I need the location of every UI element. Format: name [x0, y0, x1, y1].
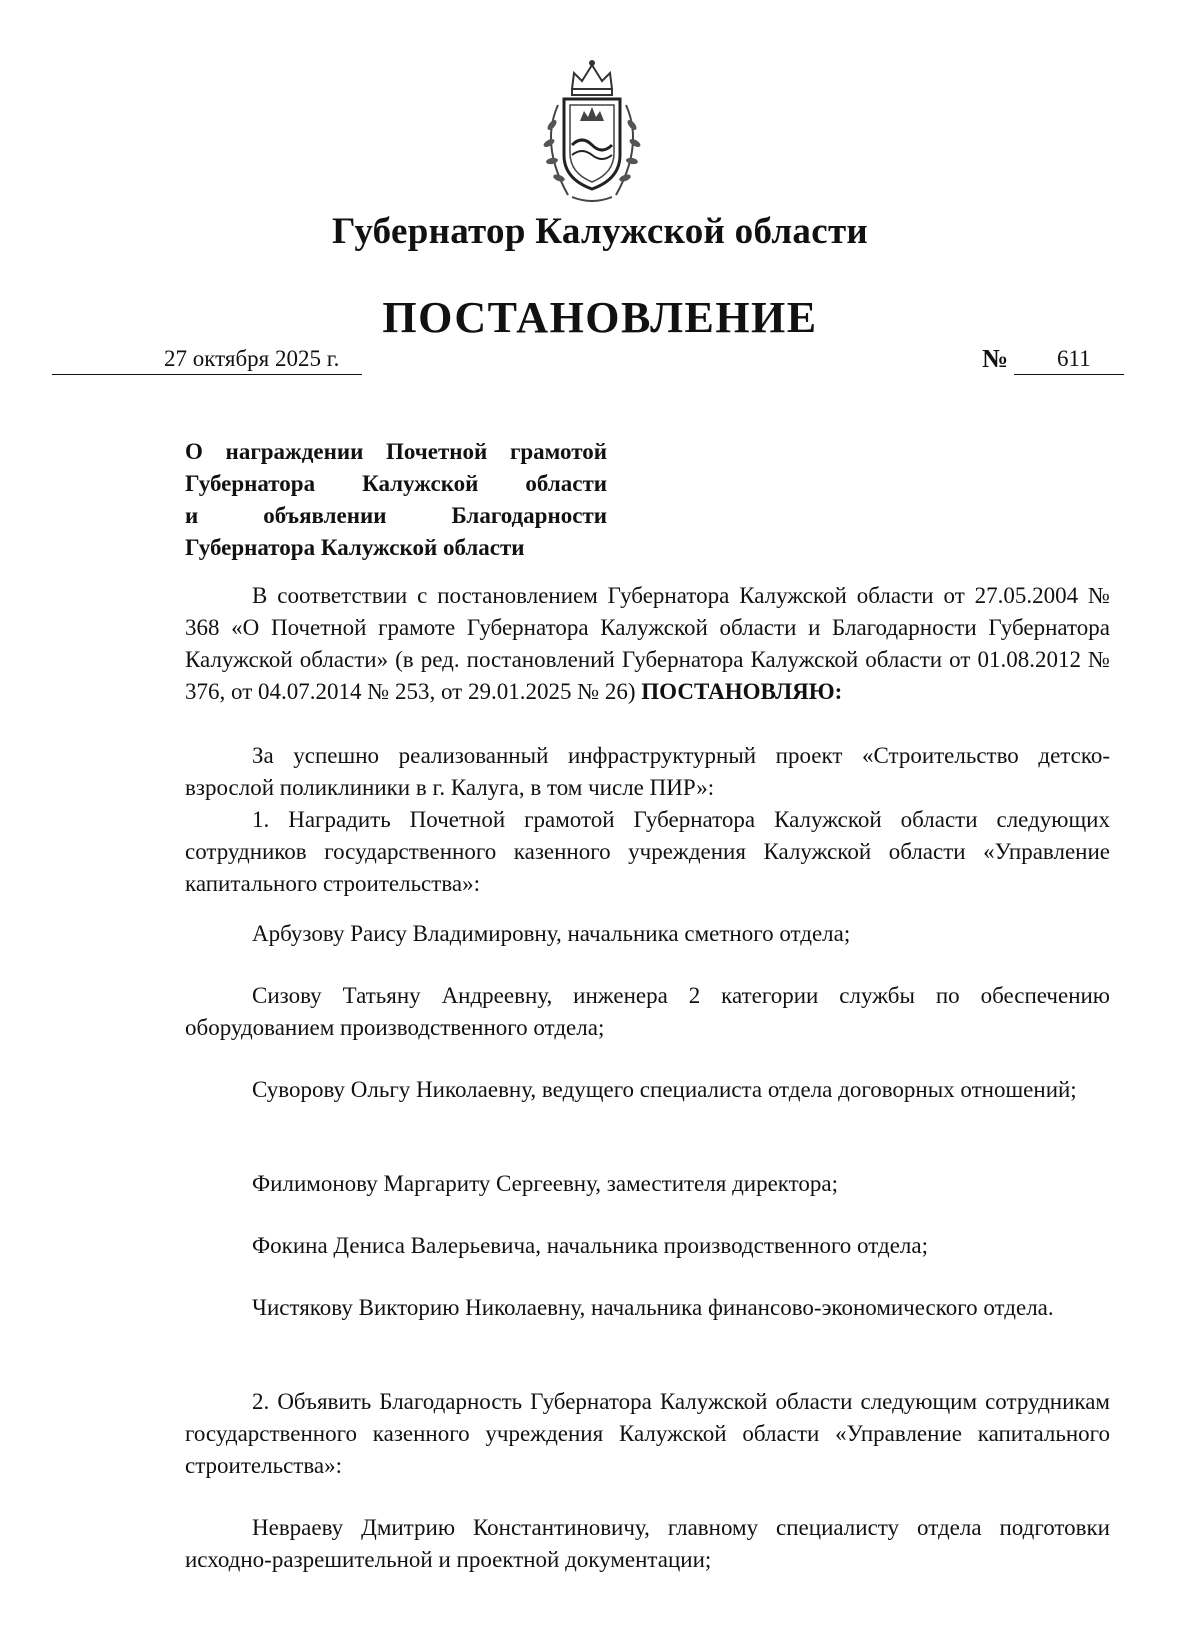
- subject-line: Губернатора Калужской области: [185, 471, 607, 496]
- preamble-text: В соответствии с постановлением Губернатора Калужской области от 27.05.2004 № 368 «О Почетной грамоте Губернатора Калужской области и Благодарности Губернатора Калужской области» (в ред. постановлений Губернатора Калужской области от 01.08.2012 № 376, от 04.07.2014 № 253, от 29.01.2025 № 26): [185, 583, 1110, 704]
- decree-word: ПОСТАНОВЛЯЮ:: [641, 679, 843, 704]
- awardee-entry: Суворову Ольгу Николаевну, ведущего специалиста отдела договорных отношений;: [252, 1077, 1077, 1102]
- awardee-entry: Чистякову Викторию Николаевну, начальника финансово-экономического отдела.: [252, 1295, 1054, 1320]
- item-2-paragraph: 2. Объявить Благодарность Губернатора Калужской области следующим сотрудникам государственного казенного учреждения Калужской области «Управление капитального строительства»:: [185, 1389, 1110, 1478]
- document-number: [1014, 346, 1124, 375]
- issuing-authority: Губернатор Калужской области: [331, 211, 869, 252]
- subject-line: и объявлении Благодарности: [185, 503, 607, 528]
- document-date: [52, 346, 362, 375]
- awardee-entry: Филимонову Маргариту Сергеевну, заместителя директора;: [252, 1171, 839, 1196]
- awardee-entry: Фокина Дениса Валерьевича, начальника производственного отдела;: [252, 1233, 928, 1258]
- subject-line: О награждении Почетной грамотой: [185, 439, 607, 464]
- document-subject: [185, 436, 607, 564]
- awardee-entry: Арбузову Раису Владимировну, начальника сметного отдела;: [252, 921, 851, 946]
- document-type-title: ПОСТАНОВЛЕНИЕ: [382, 293, 818, 342]
- document-number-text: 611: [1057, 346, 1091, 371]
- thanked-entry: Невраеву Дмитрию Константиновичу, главному специалисту отдела подготовки исходно-разрешительной и проектной документации;: [185, 1515, 1110, 1572]
- reason-paragraph: За успешно реализованный инфраструктурный проект «Строительство детско-взрослой поликлиники в г. Калуга, в том числе ПИР»:: [185, 743, 1110, 800]
- coat-of-arms-emblem: [528, 55, 656, 215]
- document-date-text: 27 октября 2025 г.: [164, 346, 340, 371]
- subject-line: Губернатора Калужской области: [185, 535, 525, 560]
- number-sign: №: [982, 344, 1009, 373]
- awardee-entry: Сизову Татьяну Андреевну, инженера 2 категории службы по обеспечению оборудованием производственного отдела;: [185, 983, 1110, 1040]
- item-1-paragraph: 1. Наградить Почетной грамотой Губернатора Калужской области следующих сотрудников государственного казенного учреждения Калужской области «Управление капитального строительства»:: [185, 807, 1110, 896]
- preamble-paragraph: [185, 580, 1110, 708]
